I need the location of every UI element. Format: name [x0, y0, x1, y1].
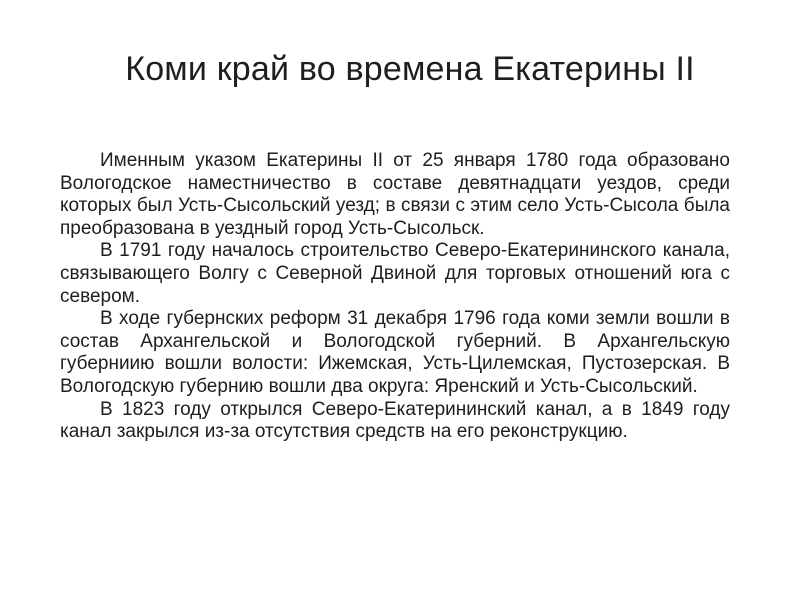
paragraph-canal-construction: В 1791 году началось строительство Северо-Екатерининского канала, связывающего Волгу с Северной Двиной для торговых отношений юга с севером. — [60, 240, 730, 307]
slide-body — [60, 150, 730, 444]
paragraph-uezd: Именным указом Екатерины II от 25 января 1780 года образовано Вологодское наместничество в составе девятнадцати уездов, среди которых был Усть-Сысольский уезд; в связи с этим село Усть-Сысола была преобразована в уездный город Усть-Сысольск. — [60, 150, 730, 239]
slide-title: Коми край во времена Екатерины II — [125, 50, 695, 88]
paragraph-gubernia-reform: В ходе губернских реформ 31 декабря 1796 года коми земли вошли в состав Архангельской и Вологодской губерний. В Архангельскую губерниию вошли волости: Ижемская, Усть-Цилемская, Пустозерская. В Вологодскую губернию вошли два округа: Яренский и Усть-Сысольский. — [60, 308, 730, 397]
paragraph-canal-opening: В 1823 году открылся Северо-Екатерининский канал, а в 1849 году канал закрылся из-за отсутствия средств на его реконструкцию. — [60, 398, 730, 443]
